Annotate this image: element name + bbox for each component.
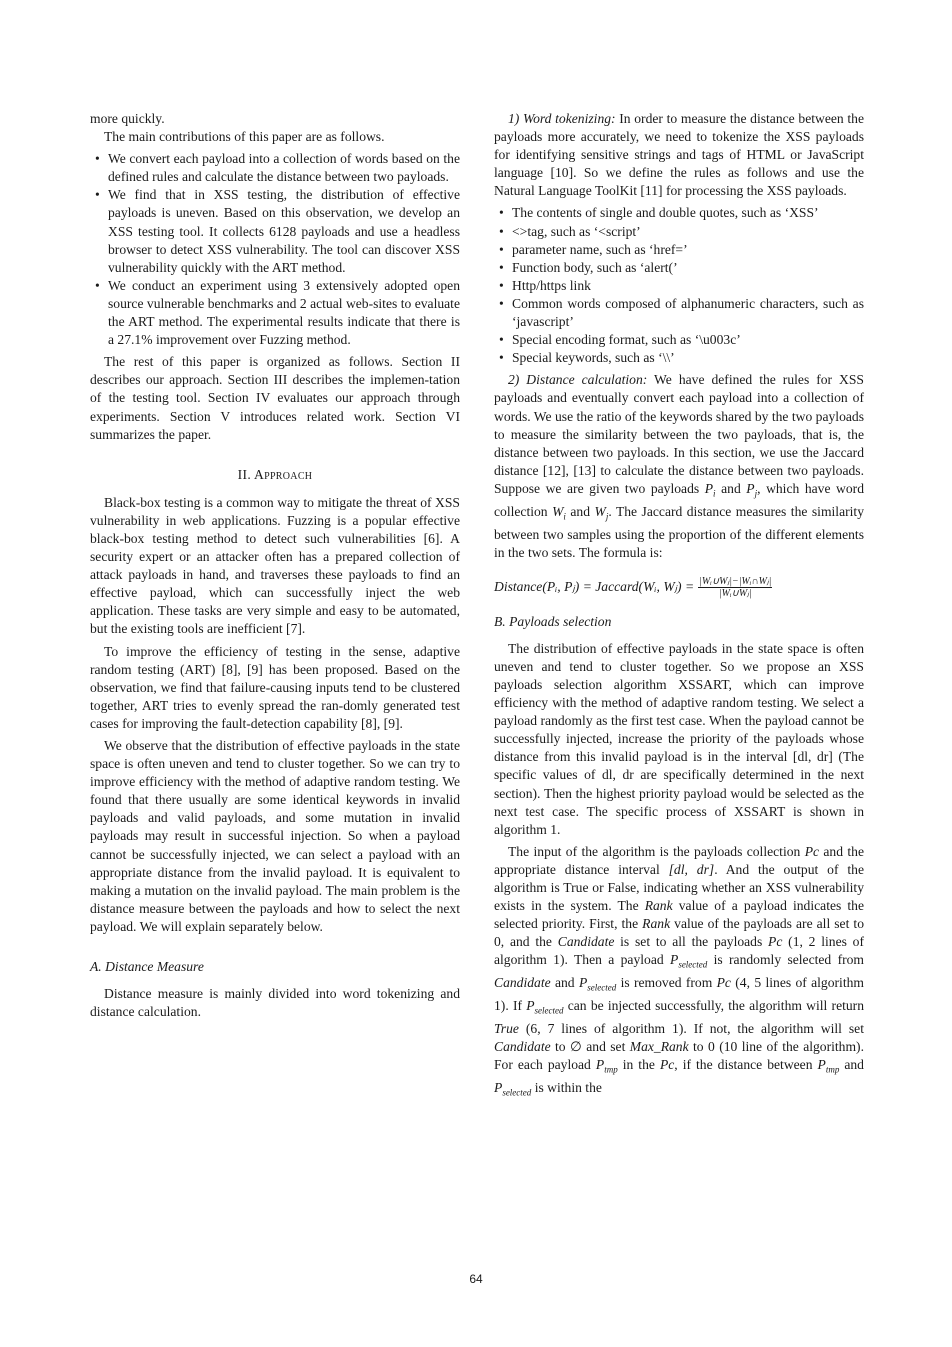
algorithm-text: The input of the algorithm is the payloads collection	[508, 843, 805, 859]
algorithm-text: (1, 2 lines of algorithm 1). Then a payload	[494, 934, 864, 968]
var-ptmp-base: P	[817, 1057, 826, 1072]
contributions-list	[90, 150, 460, 349]
jaccard-formula	[494, 576, 864, 599]
var-interval: [dl, dr]	[668, 861, 715, 877]
paragraph-continuation: more quickly.	[90, 111, 165, 126]
var-wi-sub: i	[563, 511, 566, 522]
var-pi-sub: i	[713, 488, 716, 499]
tokenizing-rules-list	[494, 204, 864, 367]
page-number: 64	[469, 1272, 483, 1286]
algorithm-text: is within the	[531, 1079, 602, 1095]
var-ptmp-base: P	[595, 1057, 605, 1072]
algorithm-text: and	[839, 1057, 864, 1072]
paragraph-distance-measure: Distance measure is mainly divided into word tokenizing and distance calculation.	[90, 986, 460, 1020]
var-ptmp	[595, 1057, 618, 1075]
var-max-rank: Max_Rank	[629, 1038, 689, 1054]
paragraph-algorithm-description	[494, 843, 864, 1102]
formula-fraction	[698, 576, 772, 599]
var-wj-base: W	[594, 503, 606, 519]
algorithm-text: is randomly selected from	[707, 952, 864, 968]
paragraph-distance-calculation	[494, 371, 864, 561]
var-pi	[704, 480, 716, 499]
algorithm-text: to 0 (10 line of the algorithm). For each payload	[494, 1038, 864, 1072]
word-tokenizing-text: In order to measure the distance between the payloads more accurately, we need to tokenize the XSS payloads for identifying sensitive strings and tags of HTML or JavaScript language [10]. So we define the rules as follows and use the Natural Language ToolKit [11] for processing the XSS payloads.	[494, 111, 864, 199]
algorithm-text: value of the payloads are all set to 0, and the	[494, 916, 864, 950]
var-pc: Pc	[716, 975, 731, 991]
algorithm-text: is set to all the payloads	[614, 934, 769, 950]
distance-calculation-text: , which have word collection	[494, 480, 864, 519]
rule-item: • Function body, such as ‘alert(’	[512, 259, 864, 277]
var-pselected	[526, 998, 564, 1016]
algorithm-text: . And the output of the algorithm is True or False, indicating whether an XSS vulnerability exists in the system. The	[494, 861, 864, 914]
algorithm-text: value of a payload indicates the selected priority. First, the	[494, 898, 864, 932]
paragraph-word-tokenizing	[494, 110, 864, 200]
var-pselected	[670, 952, 708, 971]
var-pselected	[494, 1079, 532, 1098]
subsection-heading-payloads-selection: B. Payloads selection	[494, 613, 612, 629]
var-pselected	[578, 975, 617, 993]
word-tokenizing-label: 1) Word tokenizing:	[508, 111, 616, 126]
var-pselected-base: P	[670, 952, 679, 968]
algorithm-text: , if the distance between	[674, 1057, 818, 1072]
var-pselected-sub: selected	[587, 982, 617, 993]
algorithm-text: can be injected successfully, the algorithm will return	[563, 998, 864, 1013]
algorithm-text: in the	[617, 1057, 660, 1072]
distance-calculation-text: We have defined the rules for XSS payloads and eventually convert each payload into a collection of words. We use the ratio of the keywords shared by the two payloads to measure the similarity between the two payloads, that is, the distance between two payloads. In this section, we use the Jaccard distance [12], [13] to calculate the distance between two payloads. Suppose we are given two payloads	[494, 372, 864, 496]
formula-lhs: Distance(Pᵢ, Pⱼ) = Jaccard(Wᵢ, Wⱼ) =	[494, 579, 695, 595]
var-pj-sub: j	[754, 488, 758, 499]
var-true: True	[494, 1020, 519, 1036]
var-pselected-base: P	[494, 1079, 503, 1095]
var-pi-base: P	[704, 480, 714, 496]
algorithm-text: and the appropriate distance interval	[494, 843, 864, 877]
var-ptmp-sub: tmp	[825, 1064, 840, 1075]
var-ptmp	[817, 1057, 840, 1075]
distance-calculation-text: and	[715, 480, 747, 496]
var-wj	[594, 503, 609, 522]
var-pselected-sub: selected	[534, 1005, 564, 1016]
contribution-item: • We find that in XSS testing, the distribution of effective payloads is uneven. Based on this observation, we develop an XSS testing tool. It collects 6128 payloads and use a headless browser to detect XSS vulnerability. The tool can discover XSS vulnerability quickly with the ART method.	[108, 186, 460, 276]
distance-calculation-label: 2) Distance calculation:	[508, 372, 648, 388]
var-pj	[746, 480, 758, 499]
algorithm-text: is removed from	[616, 975, 717, 991]
var-pselected-sub: selected	[502, 1087, 532, 1098]
var-wi	[552, 503, 566, 522]
right-column	[494, 110, 864, 1102]
rule-item: • <>tag, such as ‘<script’	[512, 223, 864, 241]
var-ptmp-sub: tmp	[604, 1064, 618, 1075]
formula-numerator: |Wᵢ∪Wⱼ|−|Wᵢ∩Wⱼ|	[699, 575, 772, 587]
distance-calculation-text: and	[565, 503, 595, 519]
rule-item: • Special keywords, such as ‘\\’	[512, 349, 864, 367]
contribution-item: • We conduct an experiment using 3 extensively adopted open source vulnerable benchmarks and 2 actual web-sites to evaluate the ART method. The experimental results indicate that there is a 27.1% improvement over Fuzzing method.	[108, 277, 460, 349]
var-pc: Pc	[804, 843, 820, 859]
algorithm-text: to ∅ and set	[550, 1038, 630, 1054]
rule-item: • The contents of single and double quotes, such as ‘XSS’	[512, 204, 864, 222]
var-pc: Pc	[659, 1057, 675, 1072]
contribution-item: • We convert each payload into a collection of words based on the defined rules and calculate the distance between two payloads.	[108, 150, 460, 186]
left-column	[90, 110, 460, 1021]
var-wi-base: W	[552, 503, 564, 519]
var-candidate: Candidate	[494, 1038, 551, 1054]
subsection-heading-distance-measure: A. Distance Measure	[90, 959, 204, 975]
rule-item: • Http/https link	[512, 277, 864, 295]
section-heading-approach: II. Approach	[237, 466, 313, 482]
paragraph-art: To improve the efficiency of testing in the sense, adaptive random testing (ART) [8], [9] has been proposed. Based on the observation, we find that failure-causing inputs tend to be clustered together, ART tries to evenly spread the ran-domly generated test cases for improving the fault-detection capability [8], [9].	[90, 643, 460, 731]
var-candidate: Candidate	[557, 934, 615, 950]
var-pselected-base: P	[578, 975, 588, 991]
rule-item: • Common words composed of alphanumeric characters, such as ‘javascript’	[512, 295, 864, 331]
var-wj-sub: j	[605, 511, 609, 522]
var-pselected-sub: selected	[678, 960, 708, 971]
var-rank: Rank	[644, 898, 673, 914]
algorithm-text: (6, 7 lines of algorithm 1). If not, the algorithm will set	[518, 1020, 864, 1036]
rule-item: • parameter name, such as ‘href=’	[512, 241, 864, 259]
algorithm-text: and	[550, 975, 579, 991]
contributions-intro: The main contributions of this paper are as follows.	[104, 129, 385, 145]
distance-calculation-text: . The Jaccard distance measures the similarity between two samples using the proportion of the different elements in the two sets. The formula is:	[494, 503, 864, 560]
paragraph-blackbox: Black-box testing is a common way to mitigate the threat of XSS vulnerability in web applications. Fuzzing is a popular effective black-box testing method to detect such vulnerabilities [6]. A security expert or an attacker often has a prepared collection of attack payloads in hand, and traverses these payloads to find an effective payload, which can successfully inject the web application. These tasks are very simple and easy to be automated, but the existing tools are inefficient [7].	[90, 494, 460, 637]
formula-denominator: |Wᵢ∪Wⱼ|	[718, 587, 752, 599]
var-rank: Rank	[642, 916, 671, 932]
paragraph-observation: We observe that the distribution of effective payloads in the state space is often uneven and tend to cluster together. So we can try to improve efficiency with the method of adaptive random testing. We found that there usually are some identical keywords in invalid payloads and valid payloads, and some mutation in invalid payloads may result in successful injection. So when a payload cannot be successfully injected, we can select a payload with an appropriate distance from the invalid payload. It is equivalent to making a mutation on the invalid payload. The main problem is the distance measure between the payloads and how to select the next payload. We will explain separately below.	[90, 738, 460, 934]
var-pc: Pc	[768, 934, 783, 950]
var-pselected-base: P	[526, 998, 535, 1013]
paragraph-payloads-selection: The distribution of effective payloads in the state space is often uneven and tend to cluster together. So we propose an XSS payloads selection algorithm XSSART, which can improve efficiency with the method of adaptive random testing. We select a payload randomly as the first test case. When the payload cannot be successfully injected, increase the priority of the payloads whose distance from this invalid payload is in the interval [dl, dr] (The specific values of dl, dr are specifically determined in the next section). Then the highest priority payload would be selected as the next test case. The specific process of XSSART is shown in algorithm 1.	[494, 640, 864, 837]
rule-item: • Special encoding format, such as ‘\u003c’	[512, 331, 864, 349]
var-pj-base: P	[746, 480, 755, 496]
algorithm-text: (4, 5 lines of algorithm 1). If	[494, 975, 864, 1013]
paper-organization-paragraph: The rest of this paper is organized as follows. Section II describes our approach. Section III describes the implemen-tation of the testing tool. Section IV evaluates our approach through experiments. Section V introduces related work. Section VI summarizes the paper.	[90, 354, 460, 442]
var-candidate: Candidate	[494, 975, 551, 991]
